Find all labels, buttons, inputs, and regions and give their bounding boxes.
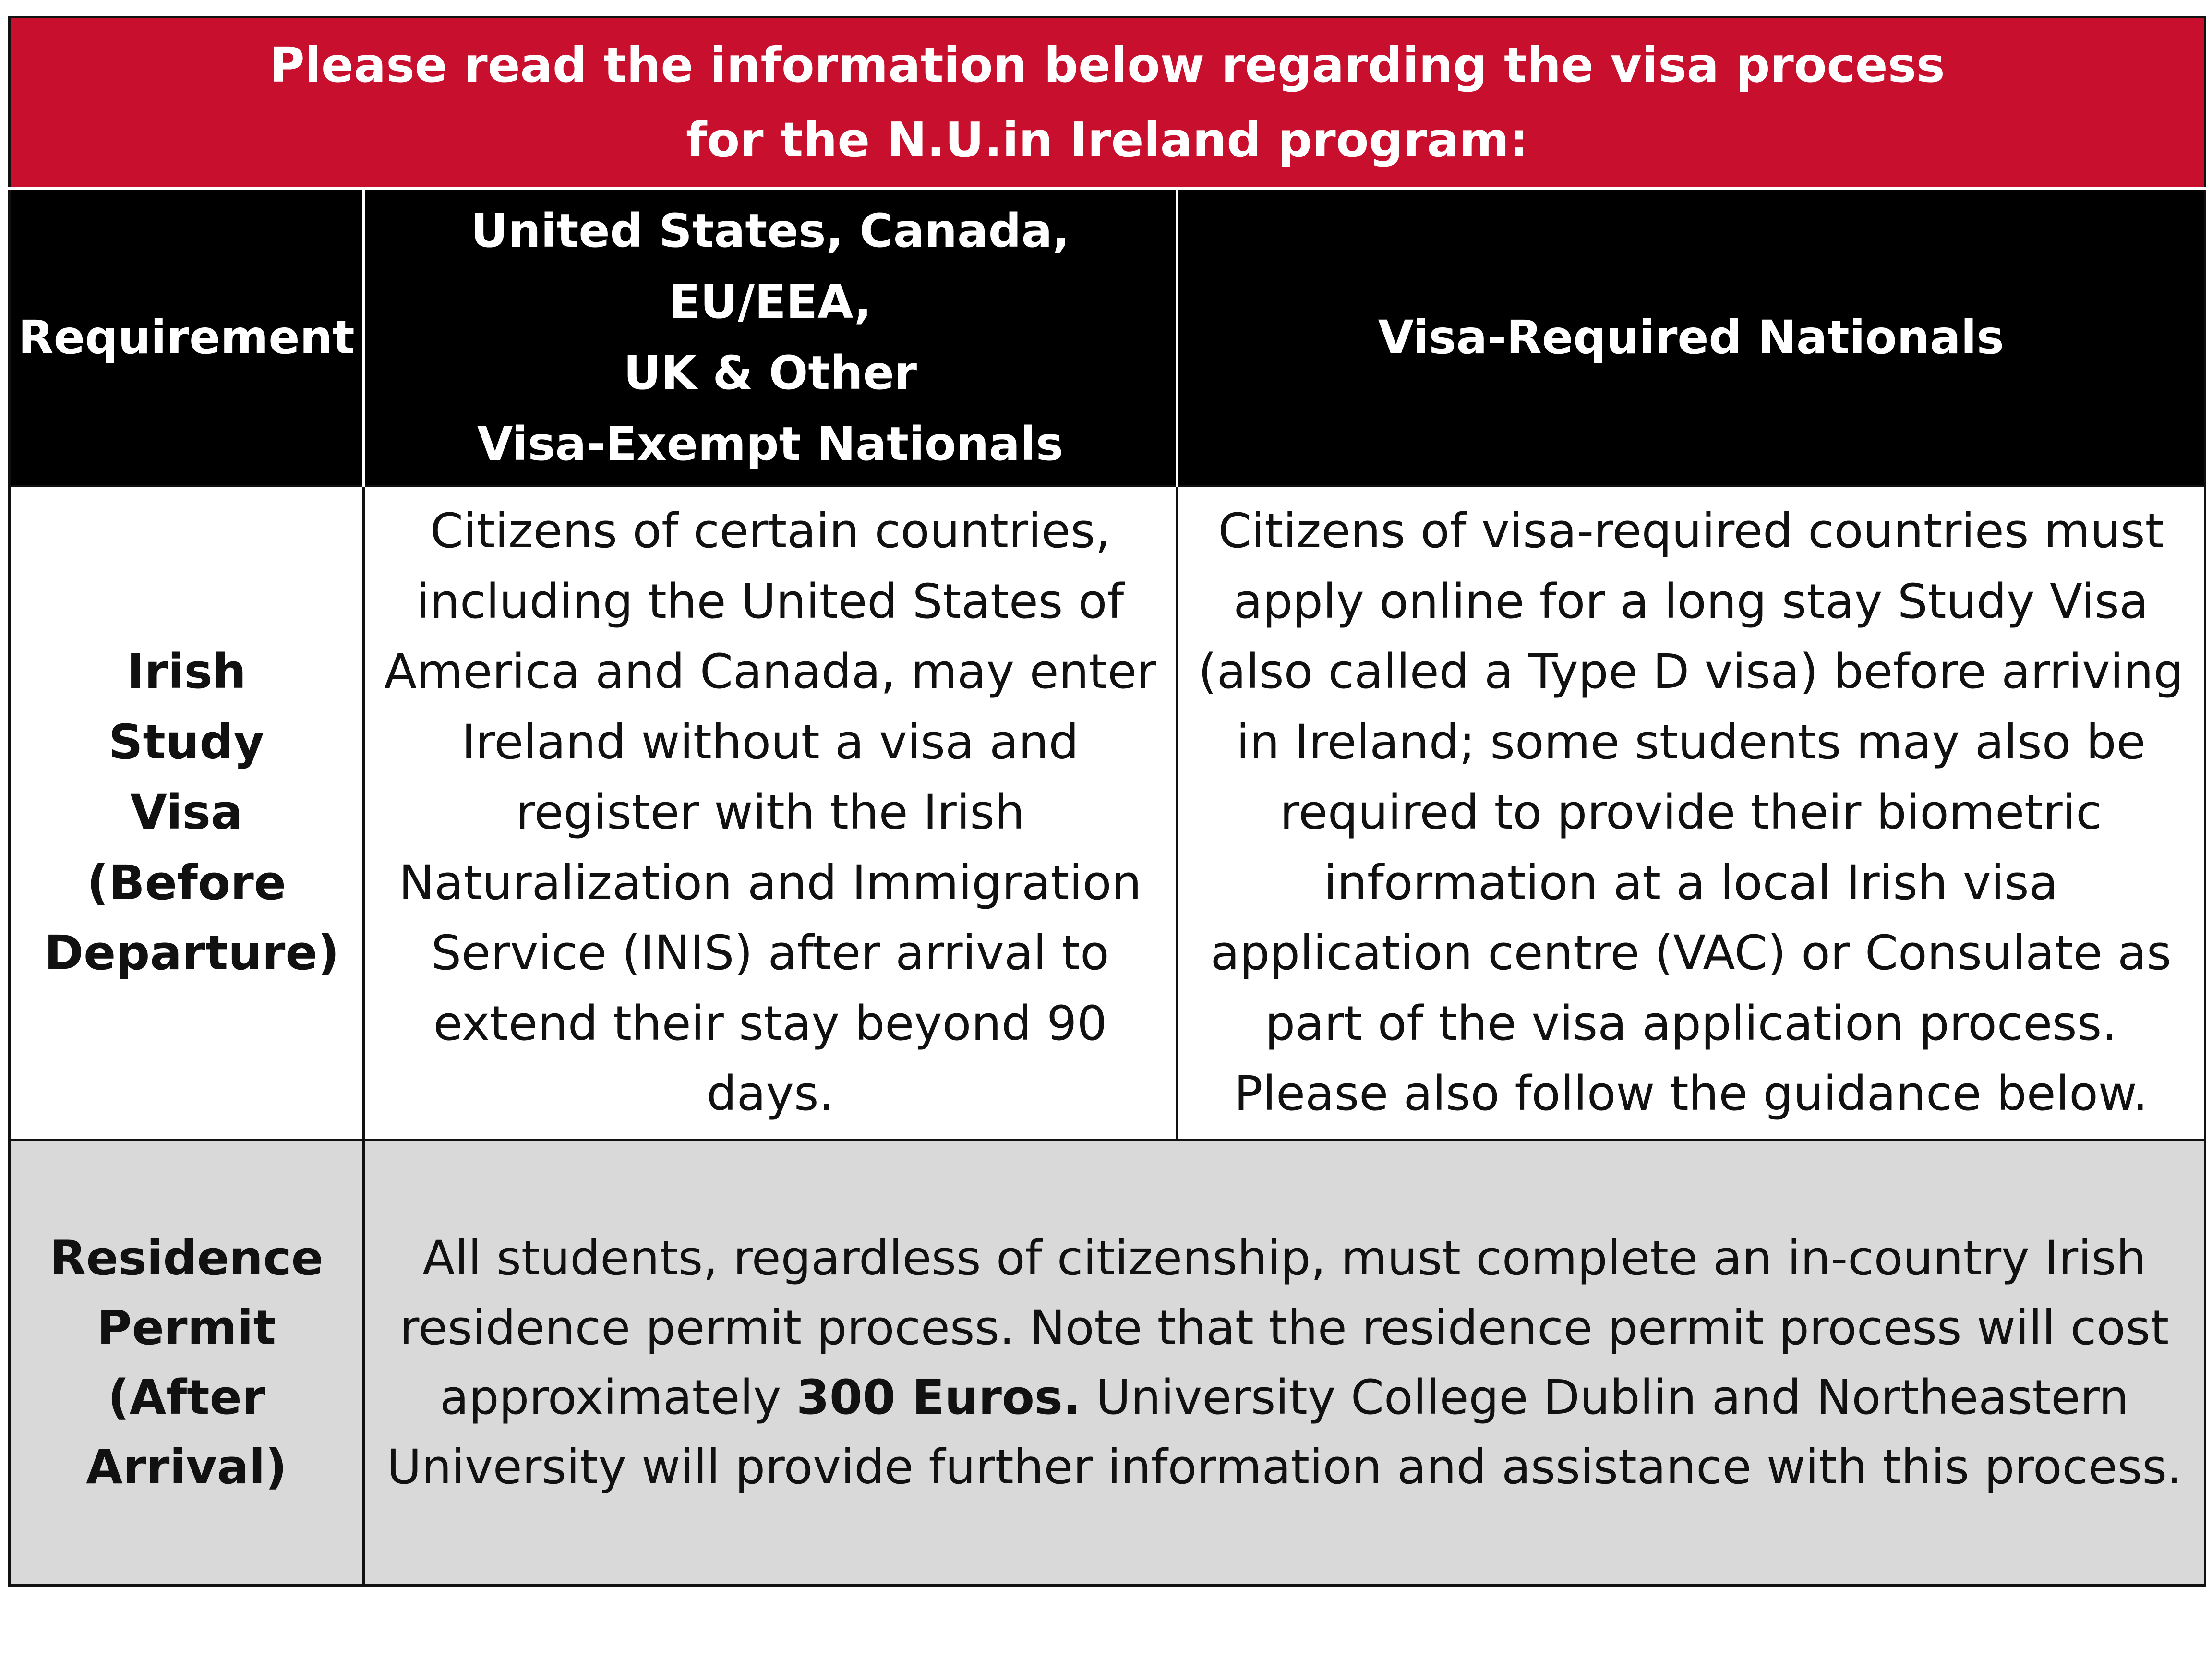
cell-study-visa-required: Citizens of visa-required countries must apply online for a long stay Study Visa (also called a Type D visa) before arriving in Ireland; some students may also be required to provide their biometric information at a local Irish visa application centre (VAC) or Consulate as part of the visa application process. Please also follow the guidance below. [1177,486,2205,1140]
permit-text-after: University College Dublin and Northeastern University will provide further information and assistance with this process. [386,1370,2182,1495]
visa-info-table [8,16,2206,1587]
header-row [10,189,2205,486]
cell-study-visa-exempt: Citizens of certain countries, including the United States of America and Canada, may enter Ireland without a visa and register with the Irish Naturalization and Immigration Service (INIS) after arrival to extend their stay beyond 90 days. [364,486,1177,1140]
row-label-residence-permit: Residence Permit (After Arrival) [10,1140,364,1586]
header-visa-exempt [364,189,1177,486]
permit-cost: 300 Euros. [796,1370,1081,1425]
table-row-residence-permit [10,1140,2205,1586]
table-row-study-visa [10,486,2205,1140]
cell-residence-permit-all [364,1140,2205,1586]
header-visa-exempt-line-1: United States, Canada, EU/EEA, [470,204,1070,329]
header-visa-exempt-line-3: Visa-Exempt Nationals [477,417,1063,471]
title-line-2: for the N.U.in Ireland program: [686,112,1528,168]
header-visa-required: Visa-Required Nationals [1177,189,2205,486]
row-label-study-visa: Irish Study Visa (Before Departure) [10,486,364,1140]
table-title [10,17,2205,189]
header-visa-exempt-line-2: UK & Other [623,346,917,400]
title-row [10,17,2205,189]
permit-text-before: All students, regardless of citizenship, must complete an in-country Irish residence permit process. Note that the residence permit process will cost approximately [399,1230,2169,1425]
title-line-1: Please read the information below regarding the visa process [269,37,1945,93]
header-requirement: Requirement [10,189,364,486]
